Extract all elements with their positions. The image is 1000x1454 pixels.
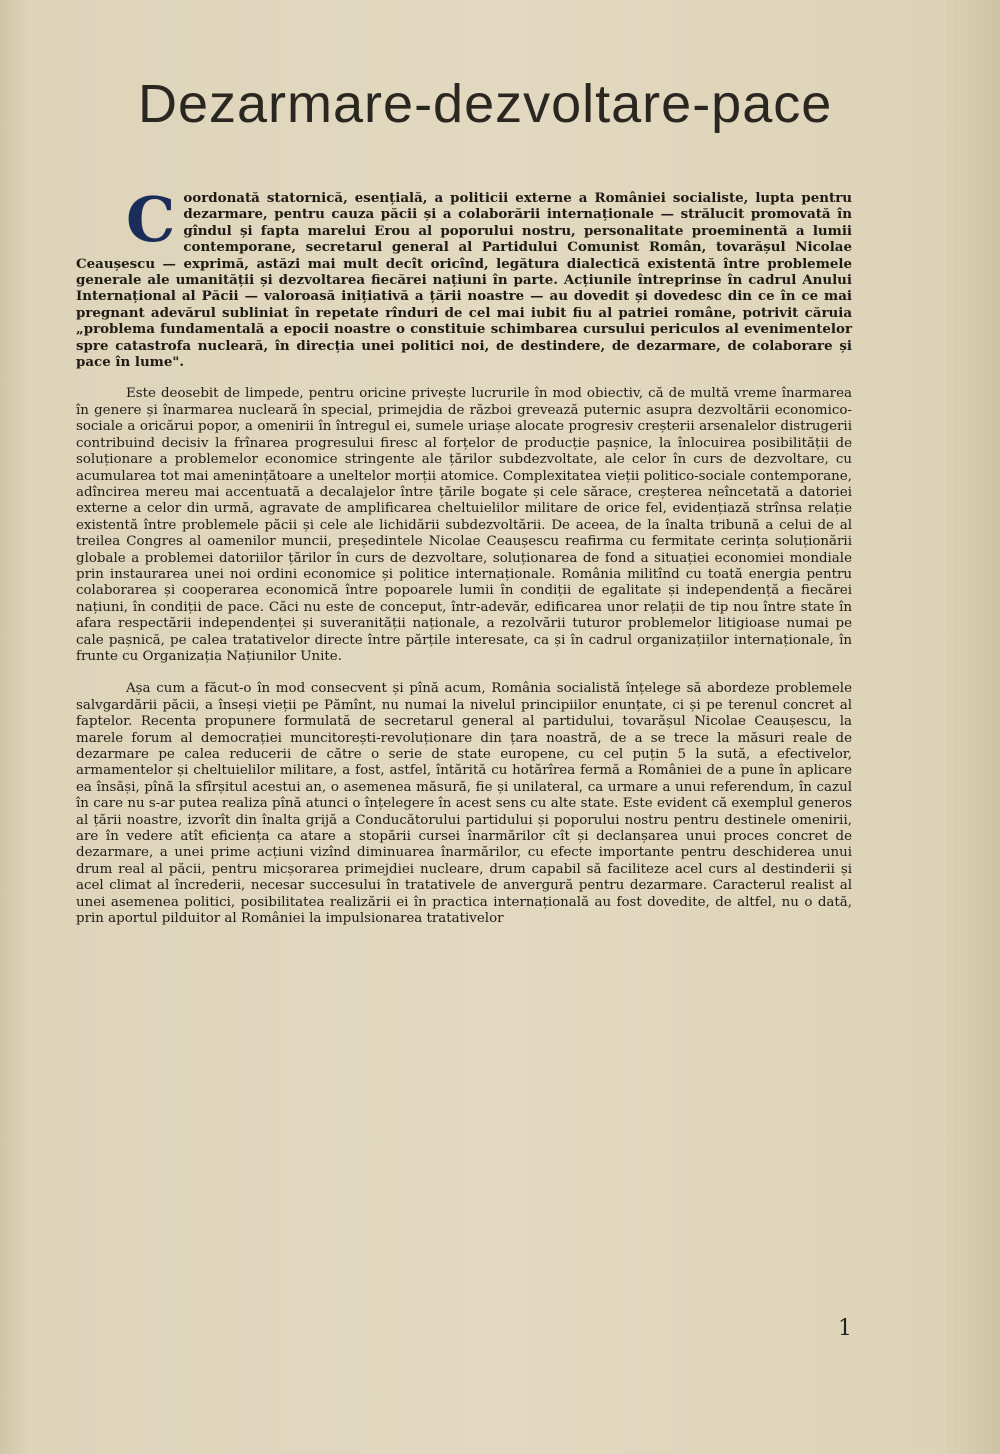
page-title: Dezarmare-dezvoltare-pace <box>138 74 833 134</box>
paragraph-1-text: oordonată statornică, esențială, a politicii externe a României socialiste, lupta pentru dezarmare, pentru cauza păcii și a colaborării internaționale — strălucit promovată în gîndul și fapta marelui Erou al poporului nostru, personalitate proeminentă a lumii contemporane, secretarul general al Partidului Comunist Român, tovarășul Nicolae Ceaușescu — exprimă, astăzi mai mult decît oricînd, legătura dialectică existentă între problemele generale ale umanității și dezvoltarea fiecărei națiuni în parte. Acțiunile întreprinse în cadrul Anului Internațional al Păcii — valoroasă inițiativă a țării noastre — au dovedit și dovedesc din ce în ce mai pregnant adevărul subliniat în repetate rînduri de cel mai iubit fiu al patriei române, potrivit căruia „problema fundamentală a epocii noastre o constituie schimbarea cursului periculos al evenimentelor spre catastrofa nucleară, în direcția unei politici noi, de destindere, de dezarmare, de colaborare și pace în lume". <box>76 190 852 371</box>
paragraph-2: Este deosebit de limpede, pentru oricine privește lucrurile în mod obiectiv, că de multă vreme înarmarea în genere și înarmarea nucleară în special, primejdia de război grevează puternic asupra dezvoltării economico-sociale a oricărui popor, a omenirii în întregul ei, sumele uriașe alocate progresiv creșterii arsenalelor distrugerii contribuind decisiv la frînarea progresului firesc al forțelor de producție pașnice, la înlocuirea posibilității de soluționare a problemelor economice stringente ale țărilor subdezvoltate, ale celor în curs de dezvoltare, cu acumularea tot mai amenințătoare a uneltelor morții atomice. Complexitatea vieții politico-sociale contemporane, adîncirea mereu mai accentuată a decalajelor între țările bogate și cele sărace, creșterea neîncetată a datoriei externe a celor din urmă, agravate de amplificarea cheltuielilor militare de orice fel, evidențiază strînsa relație existentă între problemele păcii și cele ale lichidării subdezvoltării. De aceea, de la înalta tribună a celui de al treilea Congres al oamenilor muncii, președintele Nicolae Ceaușescu reafirma cu fermitate cerința soluționării globale a problemei datoriilor țărilor în curs de dezvoltare, soluționarea de fond a situației economiei mondiale prin instaurarea unei noi ordini economice și politice internaționale. România militînd cu toată energia pentru colaborarea și cooperarea economică între popoarele lumii în condiții de egalitate și independență a fiecărei națiuni, în condiții de pace. Căci nu este de conceput, într-adevăr, edificarea unor relații de tip nou între state în afara respectării independenței și suveranității naționale, a rezolvării tuturor problemelor litigioase numai pe cale pașnică, pe calea tratativelor directe între părțile interesate, ca și în cadrul organizațiilor internaționale, în frunte cu Organizația Națiunilor Unite. <box>76 386 852 664</box>
paragraph-3: Așa cum a făcut-o în mod consecvent și pînă acum, România socialistă înțelege să abordeze problemele salvgardării păcii, a înseși vieții pe Pămînt, nu numai la nivelul principiilor enunțate, ci și pe terenul concret al faptelor. Recenta propunere formulată de secretarul general al partidului, tovarășul Nicolae Ceaușescu, la marele forum al democrației muncitorești-revoluționare din țara noastră, de a se trece la măsuri reale de dezarmare pe calea reducerii de către o serie de state europene, cu cel puțin 5 la sută, a efectivelor, armamentelor și cheltuielilor militare, a fost, astfel, întărită cu hotărîrea fermă a României de a pune în aplicare ea însăși, pînă la sfîrșitul acestui an, o asemenea măsură, fie și unilateral, ca urmare a unui referendum, în cazul în care nu s-ar putea realiza pînă atunci o înțelegere în acest sens cu alte state. Este evident că exemplul generos al țării noastre, izvorît din înalta grijă a Conducătorului partidului și poporului nostru pentru destinele omenirii, are în vedere atît eficiența ca atare a stopării cursei înarmărilor cît și declanșarea unui proces concret de dezarmare, a unei prime acțiuni vizînd diminuarea înarmărilor, cu efecte importante pentru deschiderea unui drum real al păcii, pentru micșorarea primejdiei nucleare, drum capabil să faciliteze acel curs al destinderii și acel climat al încrederii, necesar succesului în tratativele de anvergură pentru dezarmare. Caracterul realist al unei asemenea politici, posibilitatea realizării ei în practica internațională au fost dovedite, de altfel, nu o dată, prin aportul pilduitor al României la impulsionarea tratativelor <box>76 681 852 927</box>
drop-cap: C <box>126 183 176 256</box>
article-body <box>76 183 852 943</box>
page-number: 1 <box>838 1316 852 1341</box>
paragraph-1 <box>76 183 852 371</box>
